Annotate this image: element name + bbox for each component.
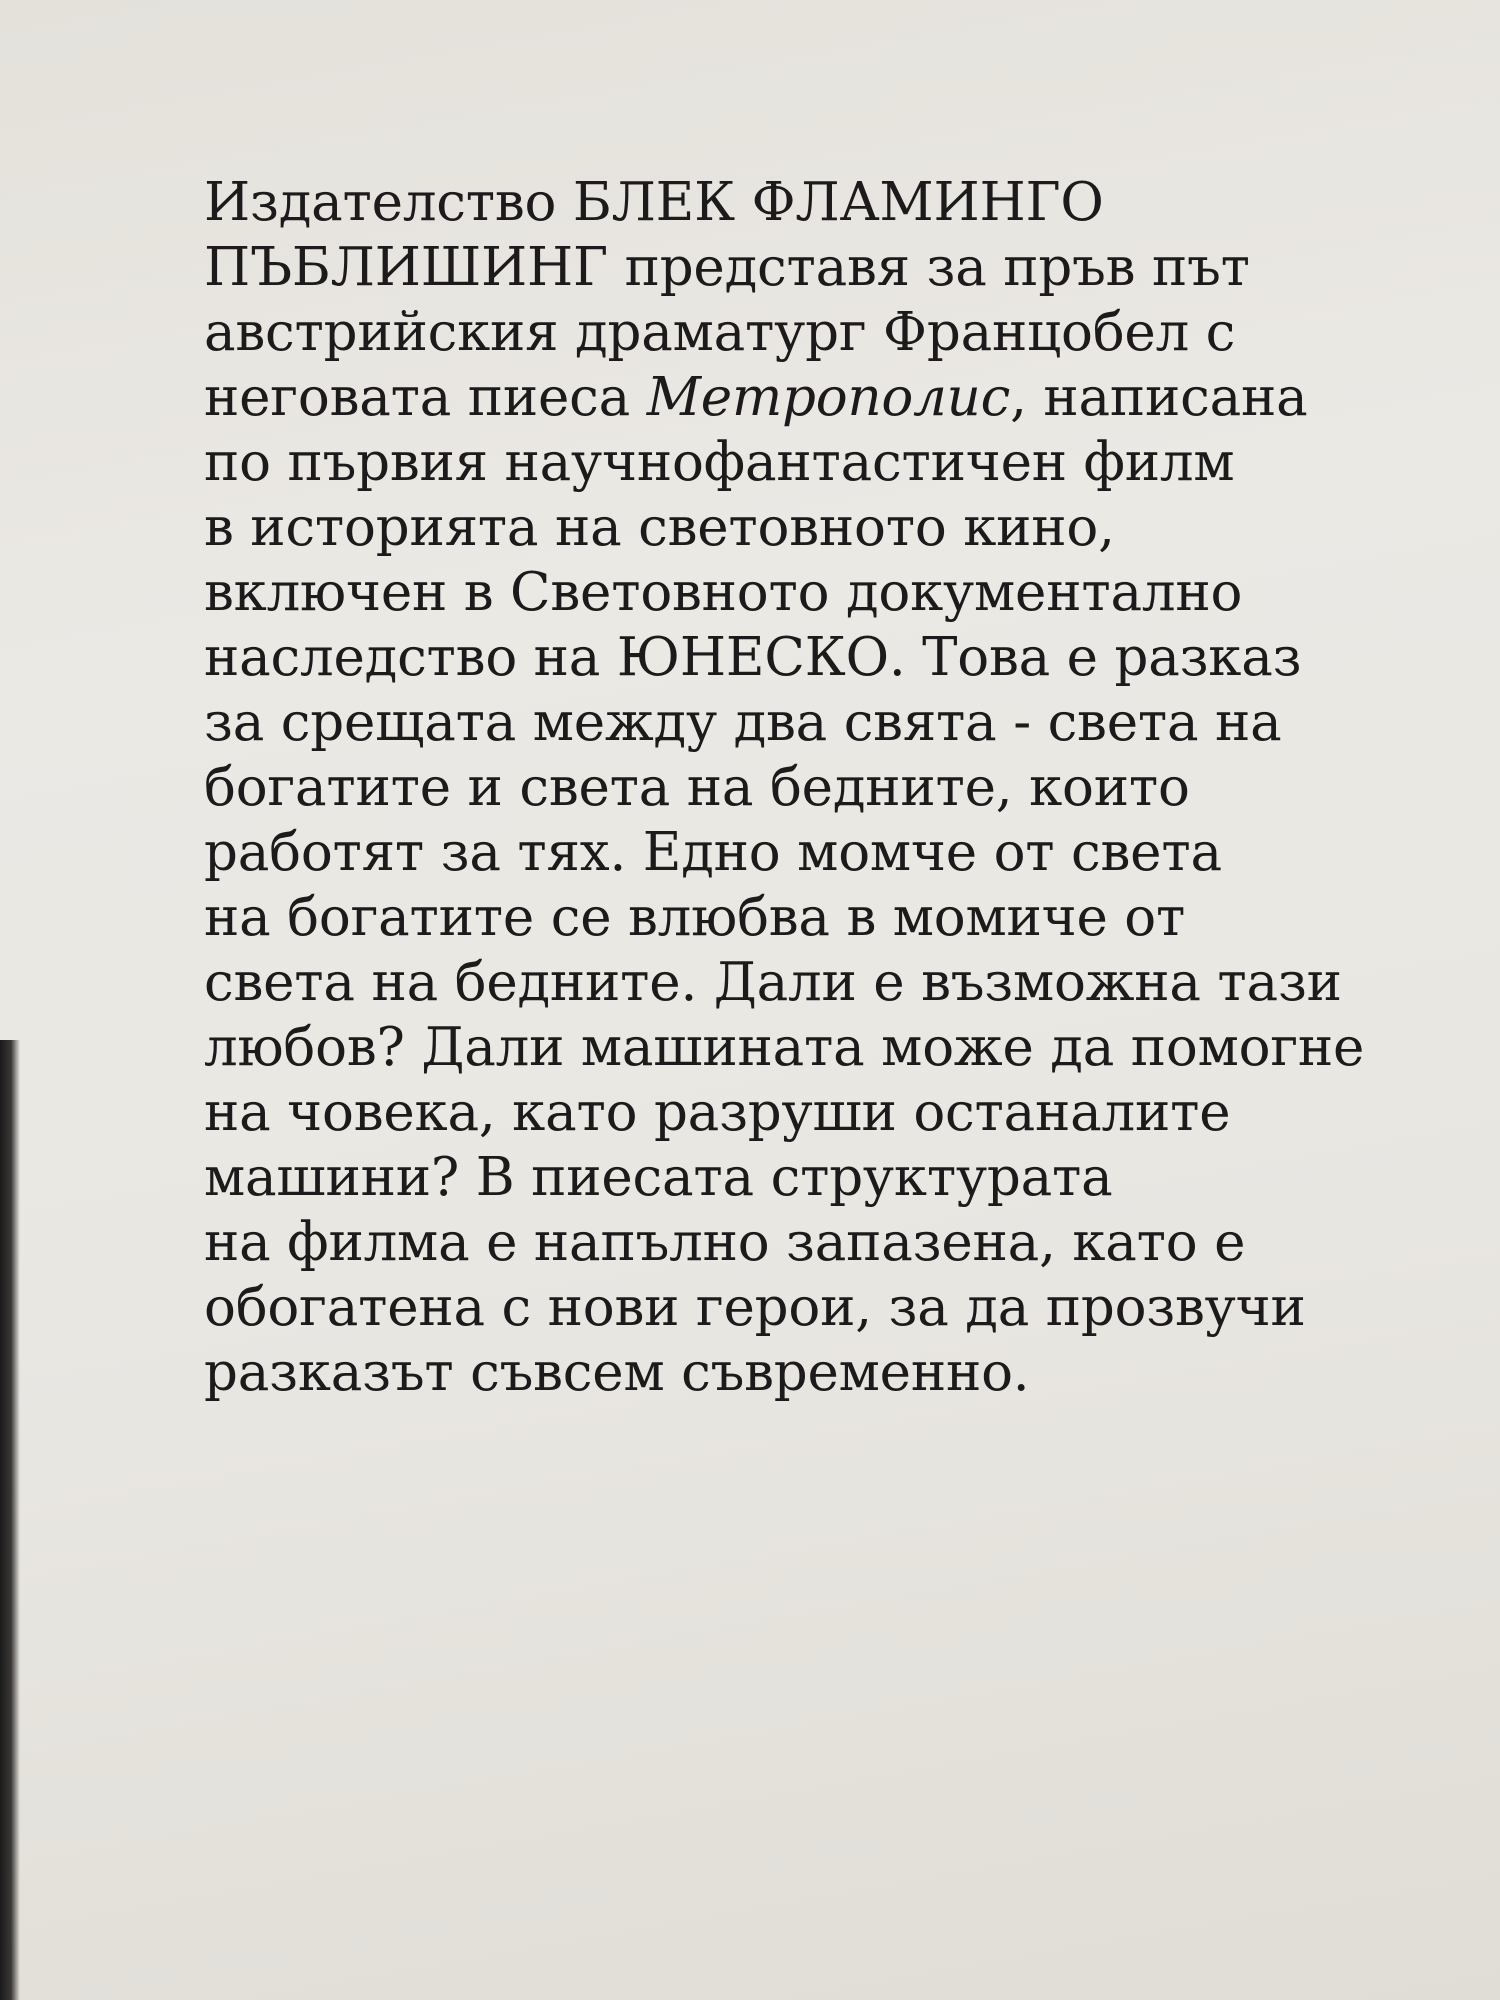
blurb-line: света на бедните. Дали е възможна тази bbox=[204, 952, 1342, 1013]
blurb-line: на човека, като разруши останалите bbox=[204, 1082, 1231, 1143]
blurb-line: в историята на световното кино, bbox=[204, 497, 1115, 558]
blurb-line: наследство на ЮНЕСКО. Това е разказ bbox=[204, 627, 1302, 688]
blurb-line: на богатите се влюбва в момиче от bbox=[204, 887, 1186, 948]
blurb-line: разказът съвсем съвременно. bbox=[204, 1342, 1030, 1403]
blurb-line: работят за тях. Едно момче от света bbox=[204, 822, 1222, 883]
blurb-line: любов? Дали машината може да помогне bbox=[204, 1017, 1365, 1078]
blurb-line: машини? В пиесата структурата bbox=[204, 1147, 1113, 1208]
blurb-line-end: , написана bbox=[1010, 367, 1308, 428]
blurb-line: ПЪБЛИШИНГ представя за пръв път bbox=[204, 237, 1250, 298]
blurb-line: австрийския драматург Францобел с bbox=[204, 302, 1236, 363]
cover-edge-shadow bbox=[0, 1040, 20, 2000]
blurb-line: на филма е напълно запазена, като е bbox=[204, 1212, 1246, 1273]
blurb-line: включен в Световното документално bbox=[204, 562, 1243, 623]
blurb-line-start: неговата пиеса bbox=[204, 367, 647, 428]
blurb-line: богатите и света на бедните, които bbox=[204, 757, 1190, 818]
play-title: Метрополис bbox=[646, 367, 1011, 428]
blurb-text bbox=[204, 170, 1434, 1405]
blurb-line: Издателство БЛЕК ФЛАМИНГО bbox=[204, 172, 1104, 233]
blurb-line: обогатена с нови герои, за да прозвучи bbox=[204, 1277, 1306, 1338]
blurb-line bbox=[204, 365, 1434, 430]
blurb-line: за срещата между два свята - света на bbox=[204, 692, 1282, 753]
blurb-line: по първия научнофантастичен филм bbox=[204, 432, 1235, 493]
